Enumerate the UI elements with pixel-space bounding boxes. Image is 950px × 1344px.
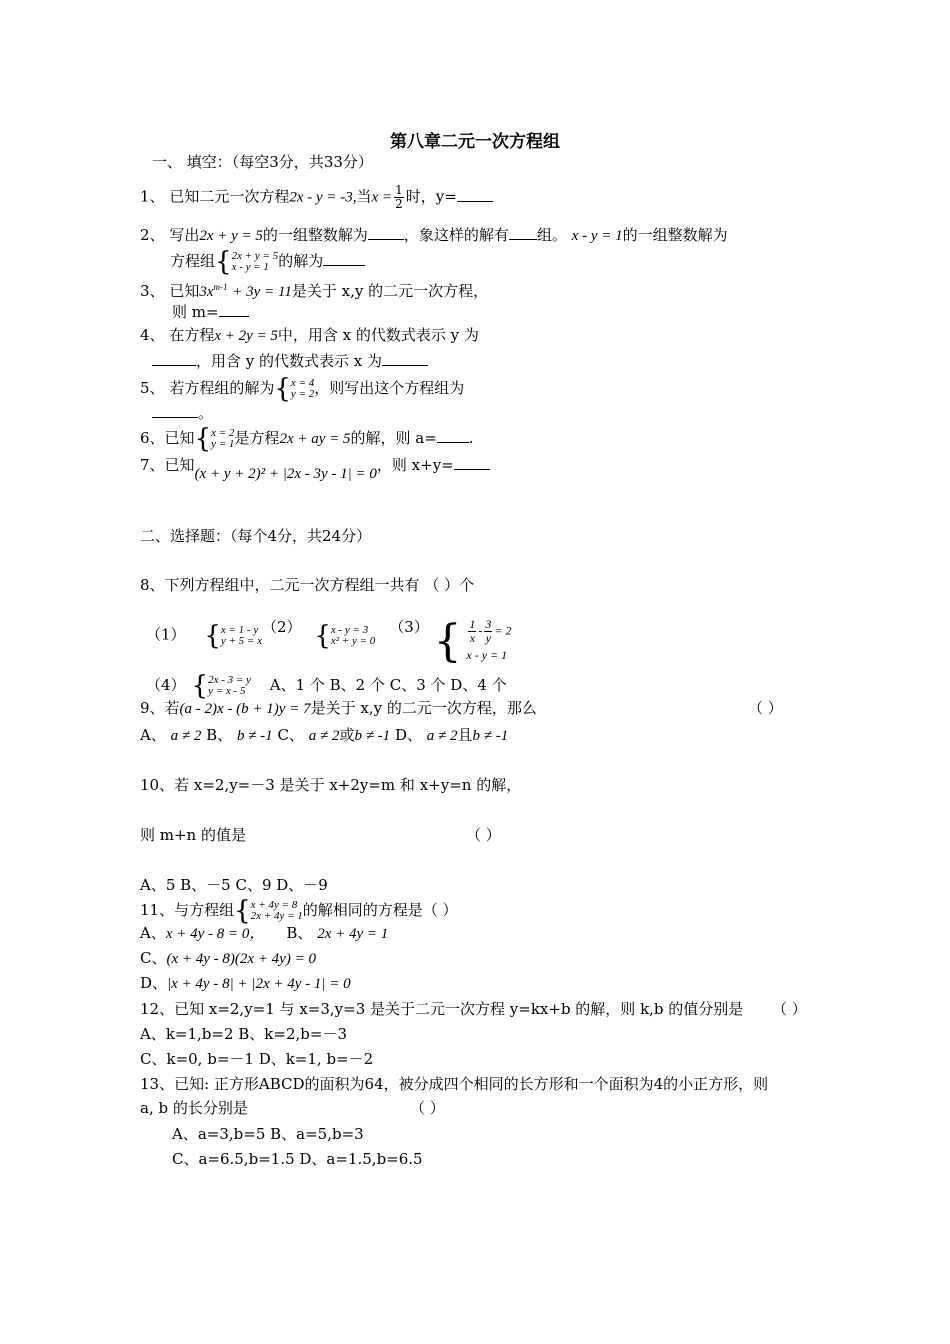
equation-system: { x - y = 3 x² + y = 0 <box>314 620 376 651</box>
answer-blank[interactable] <box>323 251 365 266</box>
equation-system: { $\frac{1}{x}$ - $\frac{3}{y}$ = 2 x - y = 1 <box>433 615 512 667</box>
equation-system: { x + 4y = 8 2x + 4y = 1 <box>234 896 303 926</box>
question-11-options-ab: A、x + 4y - 8 = 0， B、 2x + 4y = 1 <box>140 924 389 942</box>
answer-blank[interactable] <box>454 455 490 470</box>
question-12-options-cd: C、k=0, b=－1 D、k=1, b=－2 <box>140 1050 374 1068</box>
question-5-line-2: 。 <box>152 403 213 423</box>
question-8: 8、下列方程组中，二元一次方程组一共有 （ ）个 <box>140 576 475 594</box>
question-2: 2、 写出2x + y = 5的一组整数解为 ，象这样的解有 组。 x - y = 1的一组整数解为 <box>140 226 728 244</box>
question-13-paren: （ ） <box>410 1099 445 1117</box>
question-13-line-2: a, b 的长分别是 <box>140 1099 248 1117</box>
question-2-line-2: 方程组{ 2x + y = 5 x - y = 1 的解为 <box>170 250 365 274</box>
equation-system: { x = 1 - y y + 5 = x <box>204 620 262 651</box>
question-11: 11、与方程组{ x + 4y = 8 2x + 4y = 1 的解相同的方程是（ ） <box>140 896 458 926</box>
question-3-line-2: 则 m= <box>172 302 249 322</box>
section-2-heading: 二、选择题：（每个4分，共24分） <box>140 527 372 545</box>
question-7: 7、已知(x + y + 2)² + |2x - 3y - 1| = 0，则 x+y= <box>140 455 490 476</box>
equation-system: { 2x + y = 5 x - y = 1 <box>215 247 279 277</box>
question-13-options-ab: A、a=3,b=5 B、a=5,b=3 <box>172 1125 364 1143</box>
answer-blank[interactable] <box>382 351 428 366</box>
question-9-paren: （ ） <box>748 699 783 717</box>
question-9: 9、若(a - 2)x - (b + 1)y = 7是关于 x,y 的二元一次方程，那么 <box>140 699 537 717</box>
question-11-option-d: D、|x + 4y - 8| + |2x + 4y - 1| = 0 <box>140 974 351 992</box>
question-10-paren: （ ） <box>466 826 501 844</box>
question-13: 13、已知: 正方形ABCD的面积为64，被分成四个相同的长方形和一个面积为4的小正方形，则 <box>140 1075 769 1093</box>
answer-blank[interactable] <box>152 403 198 418</box>
answer-blank[interactable] <box>152 351 196 366</box>
question-12: 12、已知 x=2,y=1 与 x=3,y=3 是关于二元一次方程 y=kx+b 的解，则 k,b 的值分别是 <box>140 1000 744 1018</box>
question-12-options-ab: A、k=1,b=2 B、k=2,b=－3 <box>140 1025 347 1043</box>
question-11-option-c: C、(x + 4y - 8)(2x + 4y) = 0 <box>140 949 316 967</box>
question-9-options: A、 a ≠ 2 B、 b ≠ -1 C、 a ≠ 2或b ≠ -1 D、 a ≠ 2且b ≠ -1 <box>140 726 509 744</box>
answer-blank[interactable] <box>509 225 537 240</box>
question-13-options-cd: C、a=6.5,b=1.5 D、a=1.5,b=6.5 <box>172 1150 423 1168</box>
question-10-options: A、5 B、－5 C、9 D、－9 <box>140 876 328 894</box>
answer-blank[interactable] <box>457 187 493 202</box>
equation-system: { x = 2 y = 1 <box>194 424 235 454</box>
question-3: 3、 已知$3x^{m-1} + 3y = 11$是关于 x,y 的二元一次方程， <box>140 282 489 300</box>
question-10-line-2: 则 m+n 的值是 <box>140 826 246 844</box>
section-1-heading: 一、 填空：（每空3分，共33分） <box>152 153 373 171</box>
equation-system: { 2x - 3 = y y = x - 5 <box>191 671 251 701</box>
answer-blank[interactable] <box>219 302 249 317</box>
question-1: 1、 已知二元一次方程2x - y = -3,当x = $\frac{1}{2}$ 时，y= <box>140 184 493 211</box>
equation-system: { x = 4 y = 2 <box>274 374 315 404</box>
question-5: 5、 若方程组的解为{ x = 4 y = 2 ，则写出这个方程组为 <box>140 374 465 404</box>
question-6: 6、已知{ x = 2 y = 1 是方程2x + ay = 5的解，则 a= . <box>140 424 474 454</box>
answer-blank[interactable] <box>368 225 404 240</box>
question-10: 10、若 x=2,y=－3 是关于 x+2y=m 和 x+y=n 的解， <box>140 776 522 794</box>
fraction: $\frac{1}{2}$ <box>395 183 403 211</box>
question-8-row-2: （4） { 2x - 3 = y y = x - 5 A、1 个 B、2 个 C、3 个 D、4 个 <box>146 671 507 701</box>
page-title: 第八章二元一次方程组 <box>390 132 560 152</box>
answer-blank[interactable] <box>437 428 469 443</box>
question-4: 4、 在方程x + 2y = 5中，用含 x 的代数式表示 y 为 <box>140 326 479 344</box>
question-4-line-2: ，用含 y 的代数式表示 x 为 <box>152 351 428 371</box>
question-8-systems-row: （1） { x = 1 - y y + 5 = x （2） { x - y = 3 x² + y = 0 （3） { $\frac{1}{x}$ - $\frac{3}{y}$ = 2 x - y = 1 <box>146 615 512 667</box>
question-12-paren: （ ） <box>772 1000 807 1018</box>
